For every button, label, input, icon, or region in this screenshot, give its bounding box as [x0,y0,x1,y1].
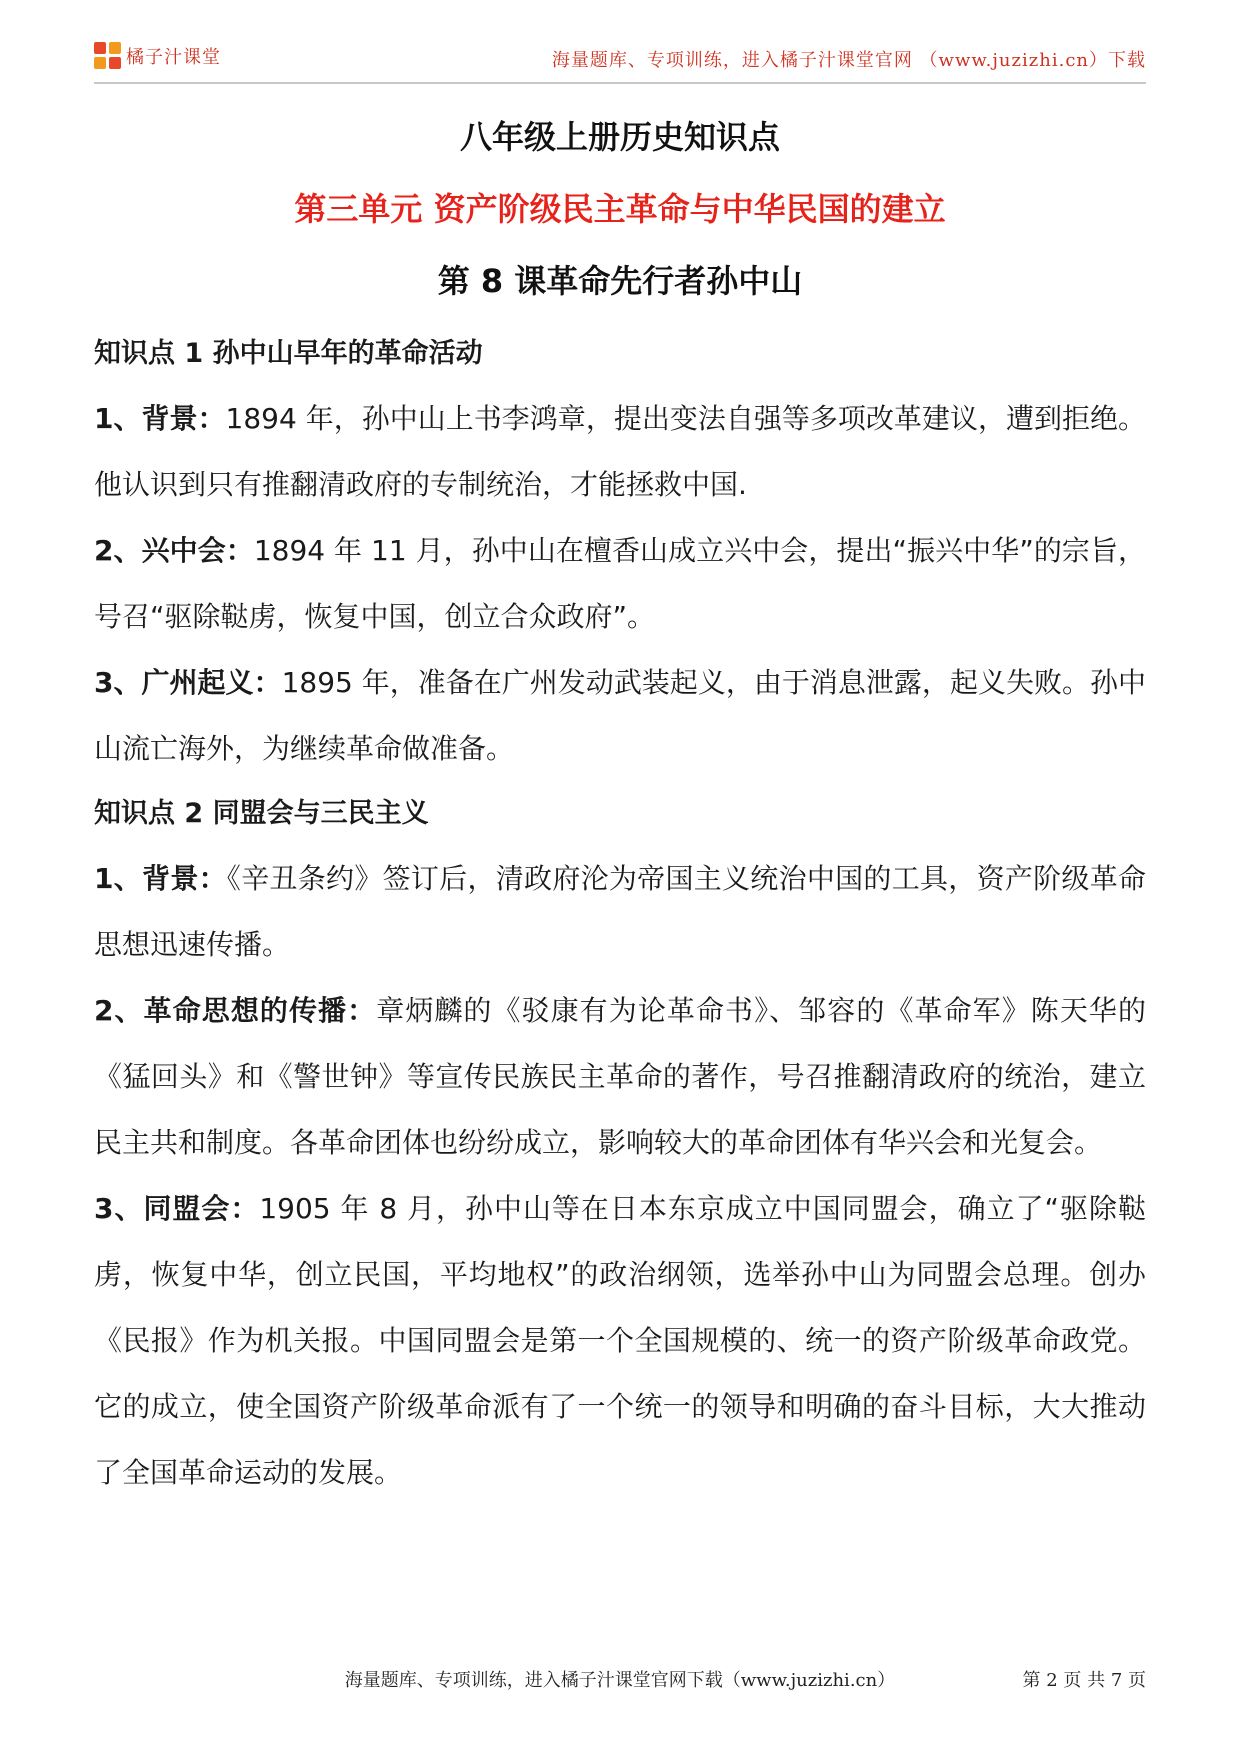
page-number: 第 2 页 共 7 页 [1022,1670,1146,1691]
header-divider [94,82,1146,84]
item-label: 3、广州起义： [94,666,282,699]
list-item [94,978,1146,1176]
logo-squares-icon [94,42,122,70]
item-label: 1、背景： [94,402,226,435]
page-header [94,40,1146,80]
list-item [94,846,1146,978]
lesson-title: 第 8 课革命先行者孙中山 [437,262,803,300]
section-heading: 知识点 1 孙中山早年的革命活动 [94,338,483,369]
list-item [94,1176,1146,1506]
footer-slogan[interactable]: 海量题库、专项训练，进入橘子汁课堂官网下载（www.juzizhi.cn） [344,1670,896,1691]
header-slogan[interactable]: 海量题库、专项训练，进入橘子汁课堂官网 （www.juzizhi.cn）下载 [551,50,1146,71]
item-text: 《辛丑条约》签订后，清政府沦为帝国主义统治中国的工具，资产阶级革命思想迅速传播。 [94,862,1146,961]
list-item [94,518,1146,650]
document-body [94,322,1146,1506]
logo-text: 橘子汁课堂 [126,47,221,68]
item-text: 1905 年 8 月，孙中山等在日本东京成立中国同盟会，确立了“驱除鞑虏，恢复中华，创立民国，平均地权”的政治纲领，选举孙中山为同盟会总理。创办《民报》作为机关报。中国同盟会是第一个全国规模的、统一的资产阶级革命政党。它的成立，使全国资产阶级革命派有了一个统一的领导和明确的奋斗目标，大大推动了全国革命运动的发展。 [94,1192,1146,1489]
list-item [94,650,1146,782]
item-label: 3、同盟会： [94,1192,260,1225]
item-text: 1894 年 11 月，孙中山在檀香山成立兴中会，提出“振兴中华”的宗旨，号召“驱除鞑虏，恢复中国，创立合众政府”。 [94,534,1147,633]
item-text: 章炳麟的《驳康有为论革命书》、邹容的《革命军》陈天华的《猛回头》和《警世钟》等宣传民族民主革命的著作，号召推翻清政府的统治，建立民主共和制度。各革命团体也纷纷成立，影响较大的革命团体有华兴会和光复会。 [94,994,1146,1159]
unit-title: 第三单元 资产阶级民主革命与中华民国的建立 [294,190,946,228]
document-title: 八年级上册历史知识点 [459,118,780,156]
item-text: 1895 年，准备在广州发动武装起义，由于消息泄露，起义失败。孙中山流亡海外，为继续革命做准备。 [94,666,1146,765]
section-heading: 知识点 2 同盟会与三民主义 [94,798,429,829]
list-item [94,386,1146,518]
item-label: 1、背景： [94,862,227,895]
item-label: 2、革命思想的传播： [94,994,377,1027]
item-label: 2、兴中会： [94,534,254,567]
item-text: 1894 年，孙中山上书李鸿章，提出变法自强等多项改革建议，遭到拒绝。他认识到只有推翻清政府的专制统治，才能拯救中国. [94,402,1147,501]
brand-logo[interactable] [94,42,221,70]
